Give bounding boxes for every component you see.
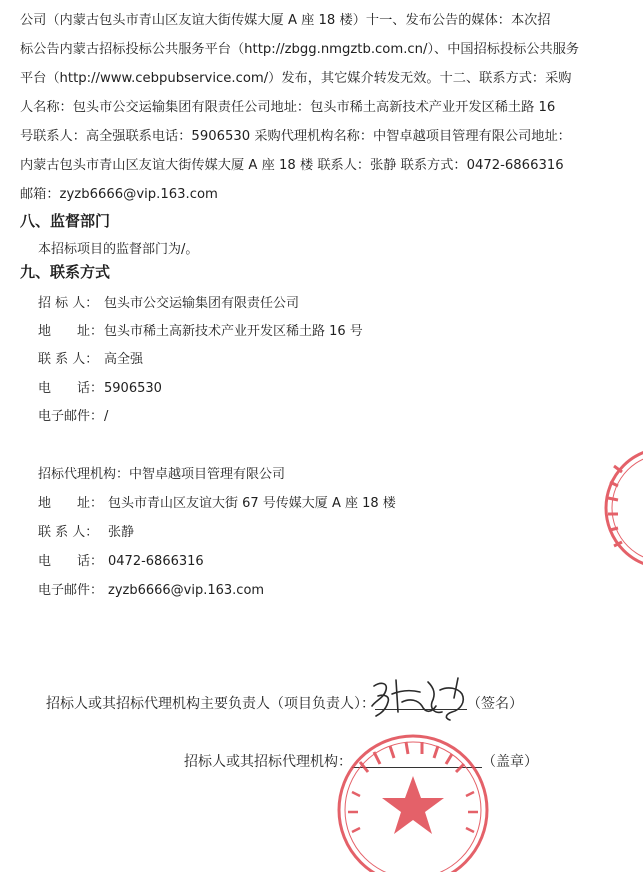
field-label: 地 址： <box>38 324 104 339</box>
intro-line: 人名称：包头市公交运输集团有限责任公司地址：包头市稀土高新技术产业开发区稀土路 16 <box>20 100 556 115</box>
field-label: 地 址： <box>38 496 104 511</box>
seal-line-label: 招标人或其招标代理机构： <box>184 754 352 770</box>
intro-line: 号联系人：高全强联系电话：5906530 采购代理机构名称：中智卓越项目管理有限公司地址： <box>20 129 571 144</box>
tenderer-phone-row <box>38 377 162 396</box>
tenderer-email-row <box>38 405 108 424</box>
intro-line: 邮箱：zyzb6666@vip.163.com <box>20 187 218 202</box>
field-label: 电 话： <box>38 381 104 396</box>
field-label: 招标代理机构： <box>38 467 130 482</box>
field-value: 中智卓越项目管理有限公司 <box>129 467 286 482</box>
agency-address-row <box>38 492 396 511</box>
field-value: zyzb6666@vip.163.com <box>108 583 265 598</box>
seal-line-suffix: （盖章） <box>482 754 538 770</box>
intro-paragraph <box>20 6 624 209</box>
field-value: 包头市公交运输集团有限责任公司 <box>104 296 300 311</box>
tenderer-address-row <box>38 320 363 339</box>
section9-heading: 九、联系方式 <box>20 263 111 281</box>
tenderer-name-row <box>38 292 299 311</box>
agency-name-row <box>38 463 285 482</box>
signature-line-suffix: （签名） <box>467 696 523 712</box>
agency-contact-row <box>38 521 134 540</box>
field-value: 包头市青山区友谊大街 67 号传媒大厦 A 座 18 楼 <box>108 496 396 511</box>
intro-line: 内蒙古包头市青山区友谊大街传媒大厦 A 座 18 楼 联系人：张静 联系方式：0472-6866316 <box>20 158 564 173</box>
field-label: 联 系 人： <box>38 352 99 367</box>
field-label: 联 系 人： <box>38 525 99 540</box>
field-label: 电子邮件： <box>38 583 104 598</box>
field-value: 0472-6866316 <box>108 554 204 569</box>
section8-heading: 八、监督部门 <box>20 212 111 230</box>
agency-email-row <box>38 579 264 598</box>
intro-line: 标公告内蒙古招标投标公共服务平台（http://zbgg.nmgztb.com.cn/）、中国招标投标公共服务 <box>20 42 580 57</box>
field-label: 电子邮件： <box>38 409 104 424</box>
handwritten-signature <box>362 672 482 724</box>
field-value: 5906530 <box>104 381 162 396</box>
section8-text: 本招标项目的监督部门为/。 <box>38 242 199 257</box>
agency-phone-row <box>38 550 204 569</box>
tenderer-contact-row <box>38 348 143 367</box>
field-value: 张静 <box>108 525 135 540</box>
company-seal-stamp <box>330 732 496 872</box>
field-value: / <box>104 409 109 424</box>
intro-line: 公司（内蒙古包头市青山区友谊大街传媒大厦 A 座 18 楼）十一、发布公告的媒体：本次招 <box>20 13 551 28</box>
signature-line-label: 招标人或其招标代理机构主要负责人（项目负责人）： <box>46 696 375 712</box>
field-value: 包头市稀土高新技术产业开发区稀土路 16 号 <box>104 324 363 339</box>
field-label: 电 话： <box>38 554 104 569</box>
field-value: 高全强 <box>104 352 144 367</box>
partial-seal-stamp <box>596 446 643 570</box>
intro-line: 平台（http://www.cebpubservice.com/）发布，其它媒介转发无效。十二、联系方式：采购 <box>20 71 572 86</box>
field-label: 招 标 人： <box>38 296 99 311</box>
